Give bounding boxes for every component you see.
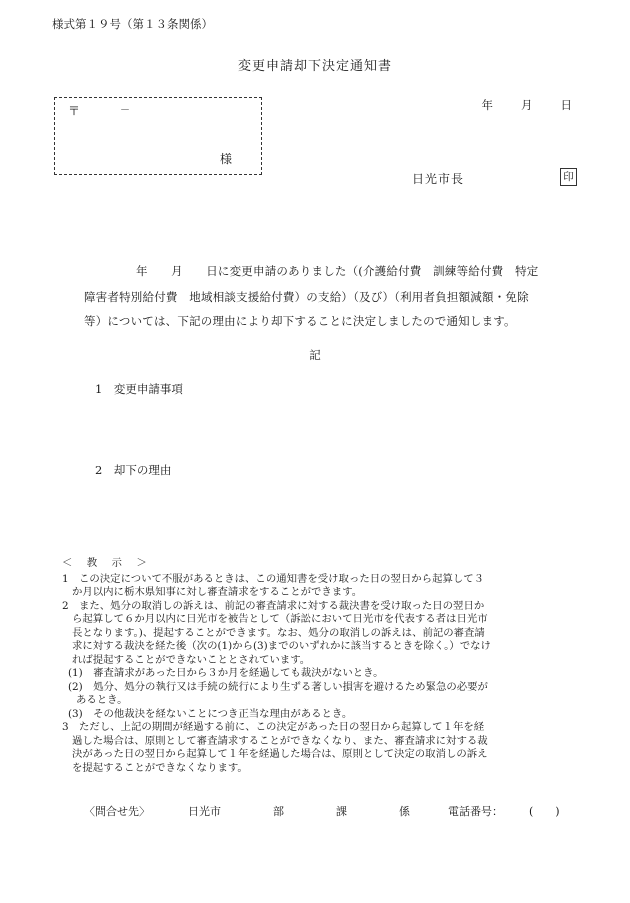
body-line-1: 年 月 日に変更申請のありました（(介護給付費 訓練等給付費 特定 <box>136 264 539 278</box>
document-title: 変更申請却下決定通知書 <box>237 59 392 74</box>
contact-line <box>84 803 560 819</box>
notes-line: を提起することができなくなります。 <box>72 761 248 774</box>
notes-line: 2 また、処分の取消しの訴えは、前記の審査請求に対する裁決書を受け取った日の翌日か <box>62 599 485 612</box>
contact-phone-parens: ( ) <box>529 805 560 818</box>
notes-line: (2) 処分、処分の執行又は手続の続行により生ずる著しい損害を避けるため緊急の必要が <box>68 680 488 693</box>
contact-phone-label: 電話番号： <box>448 805 503 818</box>
contact-dept: 部 <box>273 805 284 818</box>
recipient-honorific: 様 <box>220 152 233 166</box>
body-line-3: 等）については、下記の理由により却下することに決定しましたので通知します。 <box>84 314 516 328</box>
postal-code-dash: － <box>120 105 130 116</box>
issue-date <box>482 97 573 113</box>
notes-line: (3) その他裁決を経ないことにつき正当な理由があるとき。 <box>68 707 353 720</box>
date-day-label: 日 <box>560 98 572 112</box>
instruction-notes <box>62 557 582 775</box>
date-year-label: 年 <box>481 98 493 112</box>
notes-line: 長となります。)、提起することができます。なお、処分の取消しの訴えは、前記の審査請 <box>72 626 485 639</box>
notes-header: ＜ 教 示 ＞ <box>62 557 149 569</box>
notes-line: (1) 審査請求があった日から３か月を経過しても裁決がないとき。 <box>68 667 384 679</box>
form-number: 様式第１９号（第１３条関係） <box>52 17 213 31</box>
postal-mark: 〒 <box>68 104 81 118</box>
contact-unit: 係 <box>399 805 410 818</box>
notes-line: か月以内に栃木県知事に対し審査請求をすることができます。 <box>72 586 363 598</box>
notes-line: あるとき。 <box>76 694 128 706</box>
body-line-2: 障害者特別給付費 地域相談支援給付費）の支給）（及び）（利用者負担額減額・免除 <box>84 290 529 304</box>
contact-city: 日光市 <box>188 805 221 818</box>
sender-name: 日光市長 <box>412 172 465 186</box>
seal-mark: 印 <box>560 168 577 186</box>
notes-line: 求に対する裁決を経た後（次の(1)から(3)までのいずれかに該当するときを除く。）でなけ <box>72 640 491 652</box>
notes-line: 1 この決定について不服があるときは、この通知書を受け取った日の翌日から起算して３ <box>62 572 485 585</box>
contact-label: 〈問合せ先〉 <box>84 805 150 818</box>
notes-line: 3 ただし、上記の期間が経過する前に、この決定があった日の翌日から起算して１年を経 <box>62 721 485 733</box>
notes-line: ら起算して６か月以内に日光市を被告として（訴訟において日光市を代表する者は日光市 <box>72 613 488 625</box>
notes-line: れば提起することができないこととされています。 <box>72 653 311 666</box>
date-month-label: 月 <box>521 98 533 112</box>
item-rejection-reason: 2 却下の理由 <box>95 463 172 477</box>
item-change-request: 1 変更申請事項 <box>95 382 183 396</box>
contact-section: 課 <box>336 805 347 818</box>
ki-heading: 記 <box>309 348 321 362</box>
notes-line: 過した場合は、原則として審査請求することができなくなり、また、審査請求に対する裁 <box>72 734 488 747</box>
notes-line: 決があった日の翌日から起算して１年を経過した場合は、原則として決定の取消しの訴え <box>72 748 488 760</box>
